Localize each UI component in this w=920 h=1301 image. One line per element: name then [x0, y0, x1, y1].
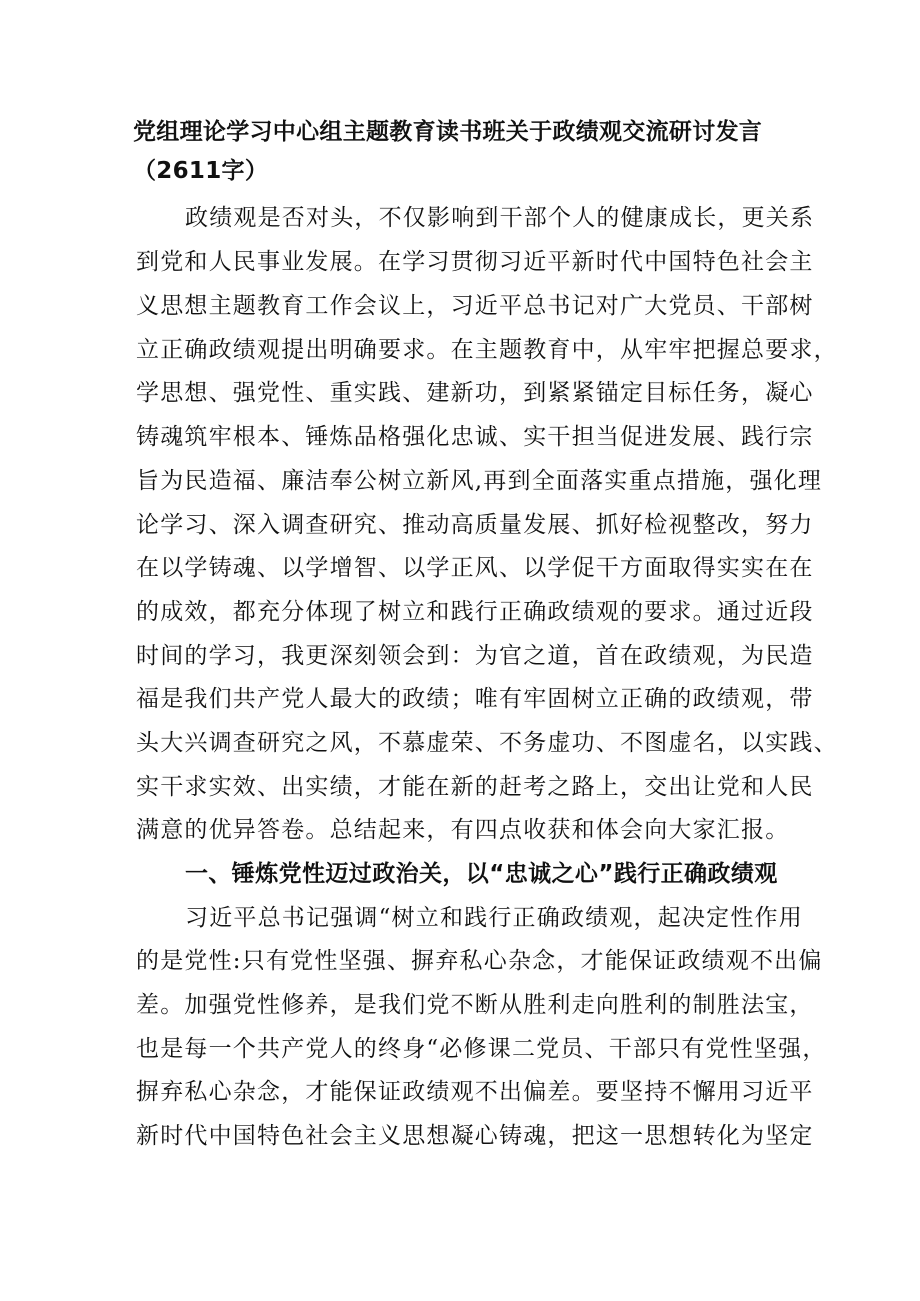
intro-line: 旨为民造福、廉洁奉公树立新风,再到全面落实重点措施，强化理 [136, 468, 823, 494]
intro-line: 的成效，都充分体现了树立和践行正确政绩观的要求。通过近段 [136, 599, 814, 625]
intro-line: 实干求实效、出实绩，才能在新的赶考之路上，交出让党和人民 [136, 774, 814, 800]
intro-line: 在以学铸魂、以学增智、以学正风、以学促干方面取得实实在在 [136, 555, 814, 581]
section-heading: 一、锤炼党性迈过政治关，以“忠诚之心”践行正确政绩观 [185, 861, 778, 887]
intro-line: 铸魂筑牢根本、锤炼品格强化忠诚、实干担当促进发展、践行宗 [136, 424, 814, 450]
intro-line: 时间的学习，我更深刻领会到：为官之道，首在政绩观，为民造 [136, 643, 814, 669]
section-line: 也是每一个共产党人的终身“必修课二党员、干部只有党性坚强， [136, 1036, 827, 1062]
section-line: 差。加强党性修养，是我们党不断从胜利走向胜利的制胜法宝， [136, 992, 814, 1018]
intro-line: 到党和人民事业发展。在学习贯彻习近平新时代中国特色社会主 [136, 249, 814, 275]
intro-line: 论学习、深入调查研究、推动高质量发展、抓好检视整改，努力 [136, 512, 814, 538]
intro-line: 政绩观是否对头，不仅影响到干部个人的健康成长，更关系 [185, 205, 815, 231]
document-title: 党组理论学习中心组主题教育读书班关于政绩观交流研讨发言（2611字） [133, 119, 763, 184]
intro-line: 头大兴调查研究之风，不慕虚荣、不务虚功、不图虚名，以实践、 [136, 730, 838, 756]
section-line: 摒弃私心杂念，才能保证政绩观不出偏差。要坚持不懈用习近平 [136, 1079, 814, 1105]
section-line: 的是党性:只有党性坚强、摒弃私心杂念，才能保证政绩观不出偏 [136, 948, 823, 974]
intro-line: 学思想、强党性、重实践、建新功，到紧紧锚定目标任务，凝心 [136, 380, 814, 406]
intro-line: 义思想主题教育工作会议上，习近平总书记对广大党员、干部树 [136, 293, 814, 319]
intro-line: 福是我们共产党人最大的政绩；唯有牢固树立正确的政绩观，带 [136, 686, 814, 712]
intro-line: 立正确政绩观提出明确要求。在主题教育中，从牢牢把握总要求， [136, 337, 838, 363]
section-line: 习近平总书记强调“树立和践行正确政绩观，起决定性作用 [185, 905, 803, 931]
section-line: 新时代中国特色社会主义思想凝心铸魂，把这一思想转化为坚定 [136, 1123, 814, 1149]
intro-line: 满意的优异答卷。总结起来，有四点收获和体会向大家汇报。 [136, 817, 790, 843]
